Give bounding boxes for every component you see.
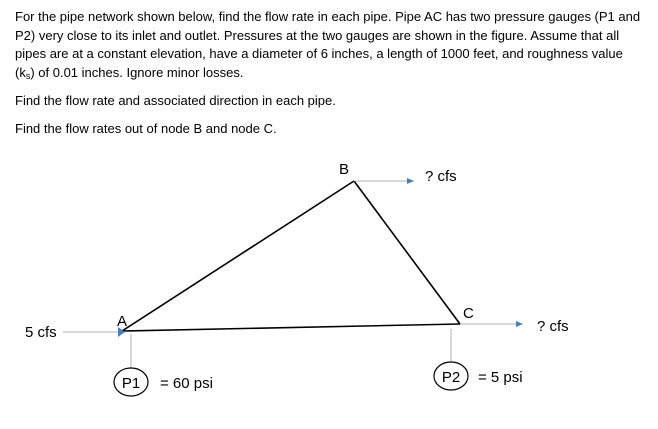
- node-label-a: A: [117, 313, 128, 330]
- inflow-label-a: 5 cfs: [25, 324, 57, 341]
- paragraph-1-text: For the pipe network shown below, find the flow rate in each pipe. Pipe AC has two pressure gauges (P1 and P2) very close to its inlet and outlet. Pressures at the two gauges are shown in the figure. Assume that all pipes are at a constant elevation, have a diameter of 6 inches, a length of 1000 feet, and roughness value (k: [15, 9, 641, 80]
- pipe-bc: [354, 181, 460, 324]
- paragraph-1-text-end: ) of 0.01 inches. Ignore minor losses.: [30, 64, 244, 80]
- node-label-c: C: [463, 305, 474, 322]
- problem-paragraph-3: Find the flow rates out of node B and node C.: [15, 120, 277, 136]
- pipe-ab: [122, 181, 354, 331]
- pipe-ac: [122, 324, 460, 331]
- outflow-label-c: ? cfs: [537, 318, 569, 335]
- gauge2-label: P2: [441, 369, 461, 386]
- roughness-subscript: s: [25, 70, 31, 81]
- gauge1-label: P1: [121, 375, 141, 392]
- node-label-b: B: [339, 161, 350, 178]
- outflow-label-b: ? cfs: [425, 168, 457, 185]
- gauge1-value: = 60 psi: [160, 375, 213, 392]
- gauge2-value: = 5 psi: [478, 369, 523, 386]
- problem-paragraph-2: Find the flow rate and associated direction in each pipe.: [15, 93, 336, 108]
